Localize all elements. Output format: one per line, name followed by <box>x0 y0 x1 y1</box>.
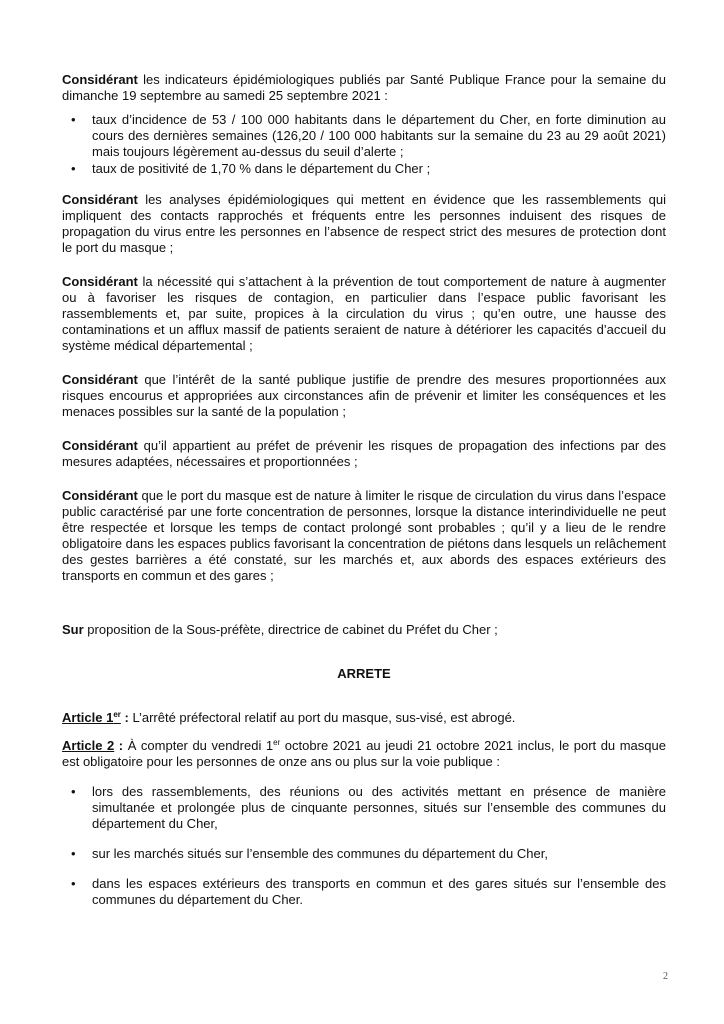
bullet-icon: • <box>71 846 76 861</box>
bullet-icon: • <box>71 161 76 176</box>
arrete-title: ARRETE <box>337 666 391 681</box>
article-2-list <box>62 784 666 908</box>
article-1: Article 1er : L’arrêté préfectoral relatif au port du masque, sus-visé, est abrogé. <box>62 710 516 725</box>
page-number: 2 <box>663 971 668 982</box>
bullet-icon: • <box>71 784 76 799</box>
bullet-icon: • <box>71 876 76 891</box>
considerant-indicateurs: Considérant les indicateurs épidémiologiques publiés par Santé Publique France pour la semaine du dimanche 19 septembre au samedi 25 septembre 2021 : <box>62 72 666 103</box>
list-item: • taux de positivité de 1,70 % dans le département du Cher ; <box>71 161 431 176</box>
list-item: • taux d’incidence de 53 / 100 000 habitants dans le département du Cher, en forte diminution au cours des dernières semaines (126,20 / 100 000 habitants sur la semaine du 23 au 29 août 2021) mais toujours légèrement au-dessus du seuil d’alerte ; <box>71 112 666 159</box>
considerant-masque: Considérant que le port du masque est de nature à limiter le risque de circulation du virus dans l’espace public caractérisé par une forte concentration de personnes, lorsque la distance interindividuelle ne peut être respectée et lorsque les temps de contact prolongé sont probables ; qu’il y a lieu de le rendre obligatoire dans les espaces publics favorisant la concentration de piétons dans lesquels un relâchement des gestes barrières a été constaté, sur les marchés et, aux abords des espaces extérieurs des transports en commun et des gares ; <box>62 488 666 583</box>
list-item: • dans les espaces extérieurs des transports en commun et des gares situés sur l’ensemble des communes du département du Cher. <box>71 876 666 907</box>
considerant-analyses: Considérant les analyses épidémiologiques qui mettent en évidence que les rassemblements qui impliquent des contacts rapprochés et fréquents entre les personnes induisent des risques de propagation du virus entre les personnes en l’absence de respect strict des mesures de protection dont le port du masque ; <box>62 192 666 255</box>
document-body <box>62 72 666 923</box>
considerant-necessite: Considérant la nécessité qui s’attachent à la prévention de tout comportement de nature à augmenter ou à favoriser les risques de contagion, en particulier dans l’espace public favorisant les rassemblements et, par suite, propices à la circulation du virus ; qu’en outre, une hausse des contaminations et un afflux massif de patients seraient de nature à détériorer les capacités d’accueil du système médical départemental ; <box>62 274 666 353</box>
article-2-label: Article 2 <box>62 738 115 753</box>
indicateurs-list <box>62 112 666 177</box>
bullet-icon: • <box>71 112 76 127</box>
article-2: Article 2 : À compter du vendredi 1er octobre 2021 au jeudi 21 octobre 2021 inclus, le port du masque est obligatoire pour les personnes de onze ans ou plus sur la voie publique : <box>62 738 666 769</box>
article-1-label: Article 1er <box>62 710 121 725</box>
list-item: • sur les marchés situés sur l’ensemble des communes du département du Cher, <box>71 846 548 861</box>
considerant-interet: Considérant que l’intérêt de la santé publique justifie de prendre des mesures proportionnées aux risques encourus et appropriées aux circonstances afin de prévenir et limiter les conséquences et les menaces possibles sur la santé de la population ; <box>62 372 666 419</box>
list-item: • lors des rassemblements, des réunions ou des activités mettant en présence de manière simultanée et prolongée plus de cinquante personnes, situés sur l’ensemble des communes du département du Cher, <box>71 784 666 831</box>
considerant-prefet: Considérant qu’il appartient au préfet de prévenir les risques de propagation des infections par des mesures adaptées, nécessaires et proportionnées ; <box>62 438 666 469</box>
sur-proposition: Sur proposition de la Sous-préfète, directrice de cabinet du Préfet du Cher ; <box>62 622 498 637</box>
